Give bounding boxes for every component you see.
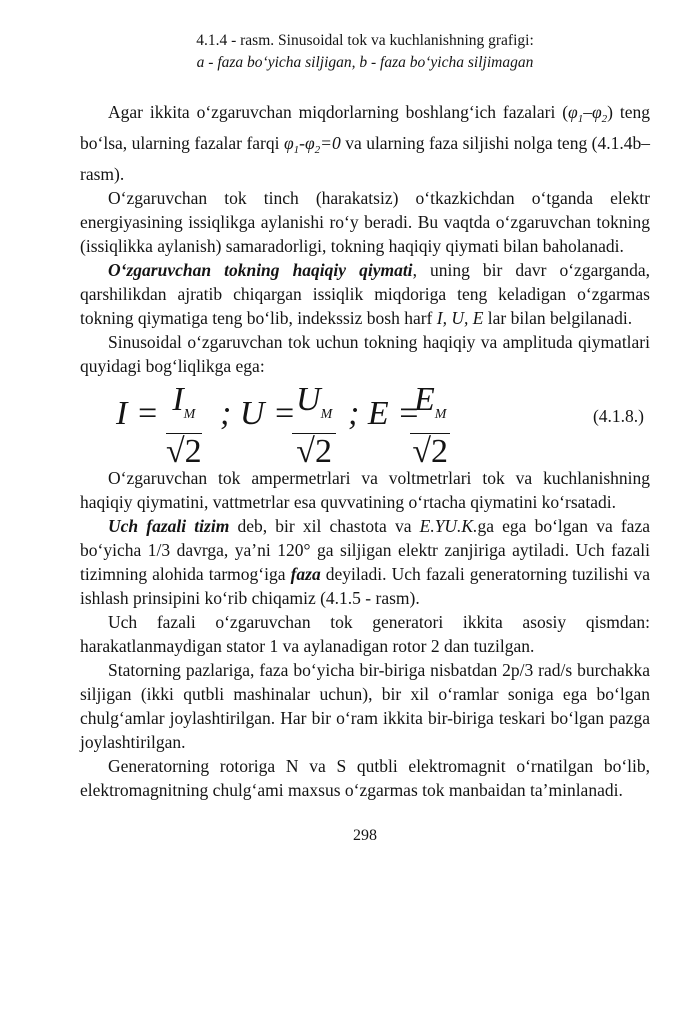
paragraph-heat-conversion: O‘zgaruvchan tok tinch (harakatsiz) o‘tkazkichdan o‘tganda elektr energiyasining issiqlikga aylanishi ro‘y beradi. Bu vaqtda o‘zgaruvchan tokning (issiqlikka aylanish) samaradorligi, tokning haqiqiy qiymati bilan baholanadi.	[80, 188, 650, 256]
formula-number: (4.1.8.)	[592, 406, 644, 426]
formula-I-fraction: $\frac{I_M}{√2}$	[166, 381, 202, 470]
paragraph-amplitude-relation: Sinusoidal o‘zgaruvchan tok uchun tokning haqiqiy va amplituda qiymatlari quyidagi bog‘liqlikga ega:	[80, 332, 650, 376]
paragraph-effective-value-definition: O‘zgaruvchan tokning haqiqiy qiymati, uning bir davr o‘zgarganda, qarshilikdan ajratib chiqargan issiqlik miqdoriga teng keladigan o‘zgarmas tokning qiymatiga teng bo‘lib, indekssiz bosh harf I, U, E lar bilan belgilanadi.	[80, 260, 651, 328]
paragraph-rotor: Generatorning rotoriga N va S qutbli elektromagnit o‘rnatilgan bo‘lib, elektromagnitning chulg‘ami maxsus o‘zgarmas tok manbaidan ta’minlanadi.	[80, 756, 650, 800]
paragraph-phase-difference: Agar ikkita o‘zgaruvchan miqdorlarning boshlang‘ich fazalari $(\varphi_1-\varphi_2)$ teng bo‘lsa, ularning fazalar farqi $\varphi_1-\varphi_2=0$ va ularning faza siljishi nolga teng (4.1.4b–rasm).	[80, 102, 650, 184]
paragraph-generator-parts: Uch fazali o‘zgaruvchan tok generatori ikkita asosiy qismdan: harakatlanmaydigan stator 1 va aylanadigan rotor 2 dan tuzilgan.	[80, 612, 650, 656]
formula-E-lhs: ; E =	[348, 395, 421, 432]
page-content	[80, 30, 650, 848]
formula-U-lhs: ; U =	[220, 395, 296, 432]
paragraph-meters: O‘zgaruvchan tok ampermetrlari va voltmetrlari tok va kuchlanishning haqiqiy qiymatini, vattmetrlar esa quvvatining o‘rtacha qiymatini ko‘rsatadi.	[80, 468, 650, 512]
figure-caption-subtitle: a - faza bo‘yicha siljigan, b - faza bo‘yicha siljimagan	[196, 54, 534, 71]
formula-U-fraction: $\frac{U_M}{√2}$	[292, 382, 336, 462]
formula-4-1-8	[80, 381, 650, 470]
paragraph-three-phase-system: Uch fazali tizim deb, bir xil chastota va E.YU.K.ga ega bo‘lgan va faza bo‘yicha 1/3 davrga, ya’ni 120° ga siljigan elektr zanjiriga aytiladi. Uch fazali tizimning alohida tarmog‘iga faza deyiladi. Uch fazali generatorning tuzilishi va ishlash prinsipini ko‘rib chiqamiz (4.1.5 - rasm).	[80, 516, 650, 608]
formula-I-lhs: I =	[116, 395, 159, 432]
page-number: 298	[353, 827, 377, 844]
figure-caption: 4.1.4 - rasm. Sinusoidal tok va kuchlanishning grafigi:	[196, 32, 534, 49]
paragraph-stator-windings: Statorning pazlariga, faza bo‘yicha bir-biriga nisbatdan 2p/3 rad/s burchakka siljigan (ikki qutbli mashinalar uchun), bir xil o‘ramlar soniga ega bo‘lgan chulg‘amlar joylashtirilgan. Har bir o‘ram ikkita bir-biriga teskari bo‘lgan pazga joylashtirilgan.	[80, 660, 650, 752]
formula-E-fraction: $\frac{E_M}{√2}$	[410, 382, 450, 462]
